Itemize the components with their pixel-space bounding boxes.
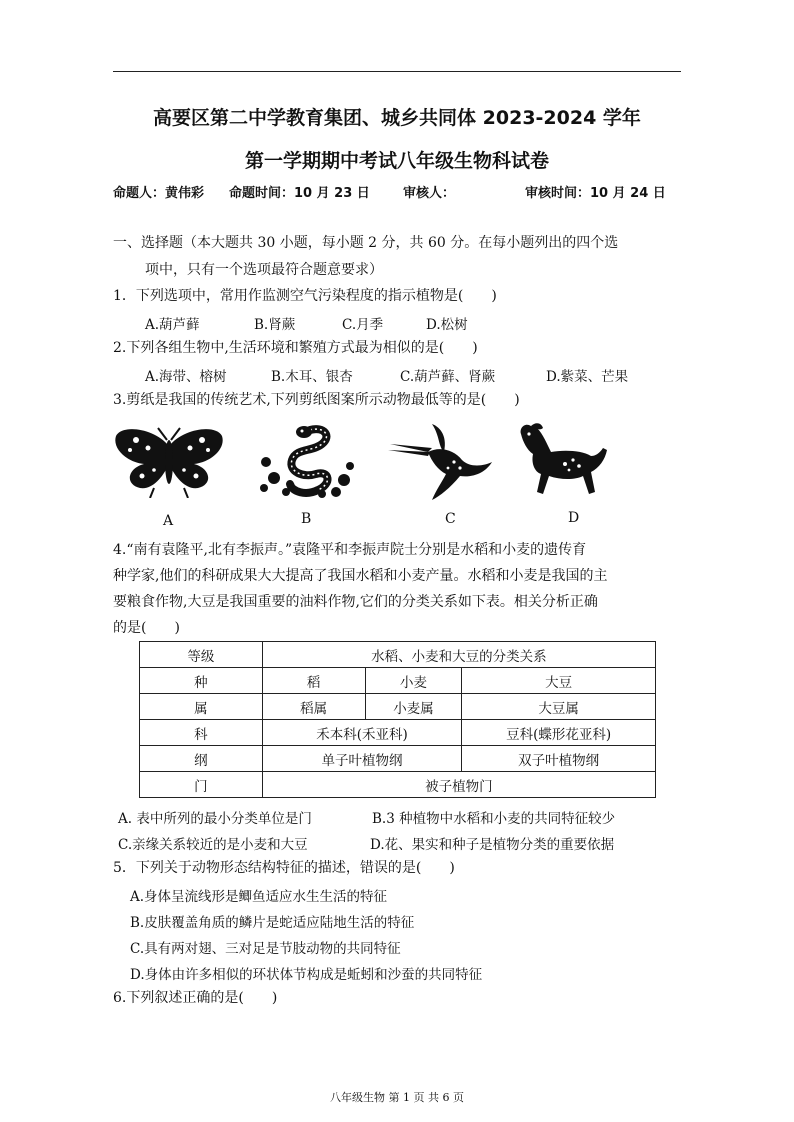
q5-stem: 5．下列关于动物形态结构特征的描述，错误的是( ) <box>113 860 455 876</box>
q4-option-a: A. 表中所列的最小分类单位是门 <box>118 811 312 827</box>
table-header-cell: 水稻、小麦和大豆的分类关系 <box>262 642 655 668</box>
classification-table <box>139 641 656 798</box>
snake-papercut-image <box>256 422 356 502</box>
q2-option-a: A.海带、榕树 <box>145 369 227 385</box>
q4-option-b: B.3 种植物中水稻和小麦的共同特征较少 <box>372 811 616 827</box>
author-date: 命题时间：10 月 23 日 <box>229 186 370 201</box>
q6-stem: 6.下列叙述正确的是( ) <box>113 990 278 1006</box>
section-heading-line1: 一、选择题（本大题共 30 小题，每小题 2 分，共 60 分。在每小题列出的四个选 <box>113 235 619 251</box>
q4-stem-line2: 种学家,他们的科研成果大大提高了我国水稻和小麦产量。水稻和小麦是我国的主 <box>113 568 608 584</box>
q4-option-d: D.花、果实和种子是植物分类的重要依据 <box>370 837 615 853</box>
table-cell: 禾本科(禾亚科) <box>262 720 462 746</box>
table-row <box>140 694 656 720</box>
q4-stem-line3: 要粮食作物,大豆是我国重要的油料作物,它们的分类关系如下表。相关分析正确 <box>113 594 598 610</box>
table-cell: 大豆 <box>462 668 656 694</box>
q4-stem-line4: 的是( ) <box>113 620 180 636</box>
q3-label-c: C <box>445 511 456 527</box>
review-date: 审核时间：10 月 24 日 <box>525 186 666 201</box>
table-row <box>140 746 656 772</box>
table-row <box>140 772 656 798</box>
table-cell: 大豆属 <box>462 694 656 720</box>
q3-label-b: B <box>301 511 312 527</box>
table-cell: 被子植物门 <box>262 772 655 798</box>
q2-stem: 2.下列各组生物中,生活环境和繁殖方式最为相似的是( ) <box>113 340 478 356</box>
q2-option-b: B.木耳、银杏 <box>271 369 353 385</box>
table-cell: 门 <box>140 772 263 798</box>
q5-option-a: A.身体呈流线形是鲫鱼适应水生生活的特征 <box>130 889 388 905</box>
q5-option-b: B.皮肤覆盖角质的鳞片是蛇适应陆地生活的特征 <box>130 915 415 931</box>
table-cell: 纲 <box>140 746 263 772</box>
q1-option-b: B.肾蕨 <box>254 317 296 333</box>
exam-title-line2: 第一学期期中考试八年级生物科试卷 <box>244 150 549 172</box>
q3-label-d: D <box>568 510 580 526</box>
q1-option-d: D.松树 <box>426 317 468 333</box>
table-cell: 豆科(蝶形花亚科) <box>462 720 656 746</box>
table-header-cell: 等级 <box>140 642 263 668</box>
table-cell: 科 <box>140 720 263 746</box>
q3-stem: 3.剪纸是我国的传统艺术,下列剪纸图案所示动物最低等的是( ) <box>113 392 520 408</box>
q5-option-d: D.身体由许多相似的环状体节构成是蚯蚓和沙蚕的共同特征 <box>130 967 483 983</box>
table-cell: 小麦 <box>365 668 462 694</box>
q3-label-a: A <box>163 513 174 529</box>
header-rule <box>113 71 681 72</box>
table-cell: 稻 <box>262 668 365 694</box>
table-row <box>140 668 656 694</box>
exam-title-line1: 高要区第二中学教育集团、城乡共同体 2023-2024 学年 <box>153 107 641 129</box>
q2-option-c: C.葫芦藓、肾蕨 <box>400 369 496 385</box>
table-cell: 种 <box>140 668 263 694</box>
horse-papercut-image <box>517 420 609 500</box>
q1-stem: 1．下列选项中，常用作监测空气污染程度的指示植物是( ) <box>113 288 497 304</box>
reviewer-label: 审核人： <box>403 186 456 201</box>
q1-option-c: C.月季 <box>342 317 384 333</box>
section-heading-line2: 项中，只有一个选项最符合题意要求） <box>145 262 383 278</box>
author-label: 命题人：黄伟彩 <box>113 186 205 201</box>
table-cell: 单子叶植物纲 <box>262 746 462 772</box>
q4-option-c: C.亲缘关系较近的是小麦和大豆 <box>118 837 308 853</box>
butterfly-papercut-image <box>114 426 224 498</box>
bird-papercut-image <box>388 422 500 502</box>
q4-stem-line1: 4.“南有袁隆平,北有李振声。”袁隆平和李振声院士分别是水稻和小麦的遗传育 <box>113 542 587 558</box>
q1-option-a: A.葫芦藓 <box>145 317 200 333</box>
page-footer: 八年级生物 第 1 页 共 6 页 <box>330 1091 464 1104</box>
table-row <box>140 642 656 668</box>
table-cell: 双子叶植物纲 <box>462 746 656 772</box>
table-row <box>140 720 656 746</box>
q5-option-c: C.具有两对翅、三对足是节肢动物的共同特征 <box>130 941 401 957</box>
table-cell: 属 <box>140 694 263 720</box>
table-cell: 小麦属 <box>365 694 462 720</box>
table-cell: 稻属 <box>262 694 365 720</box>
q2-option-d: D.紫菜、芒果 <box>546 369 629 385</box>
